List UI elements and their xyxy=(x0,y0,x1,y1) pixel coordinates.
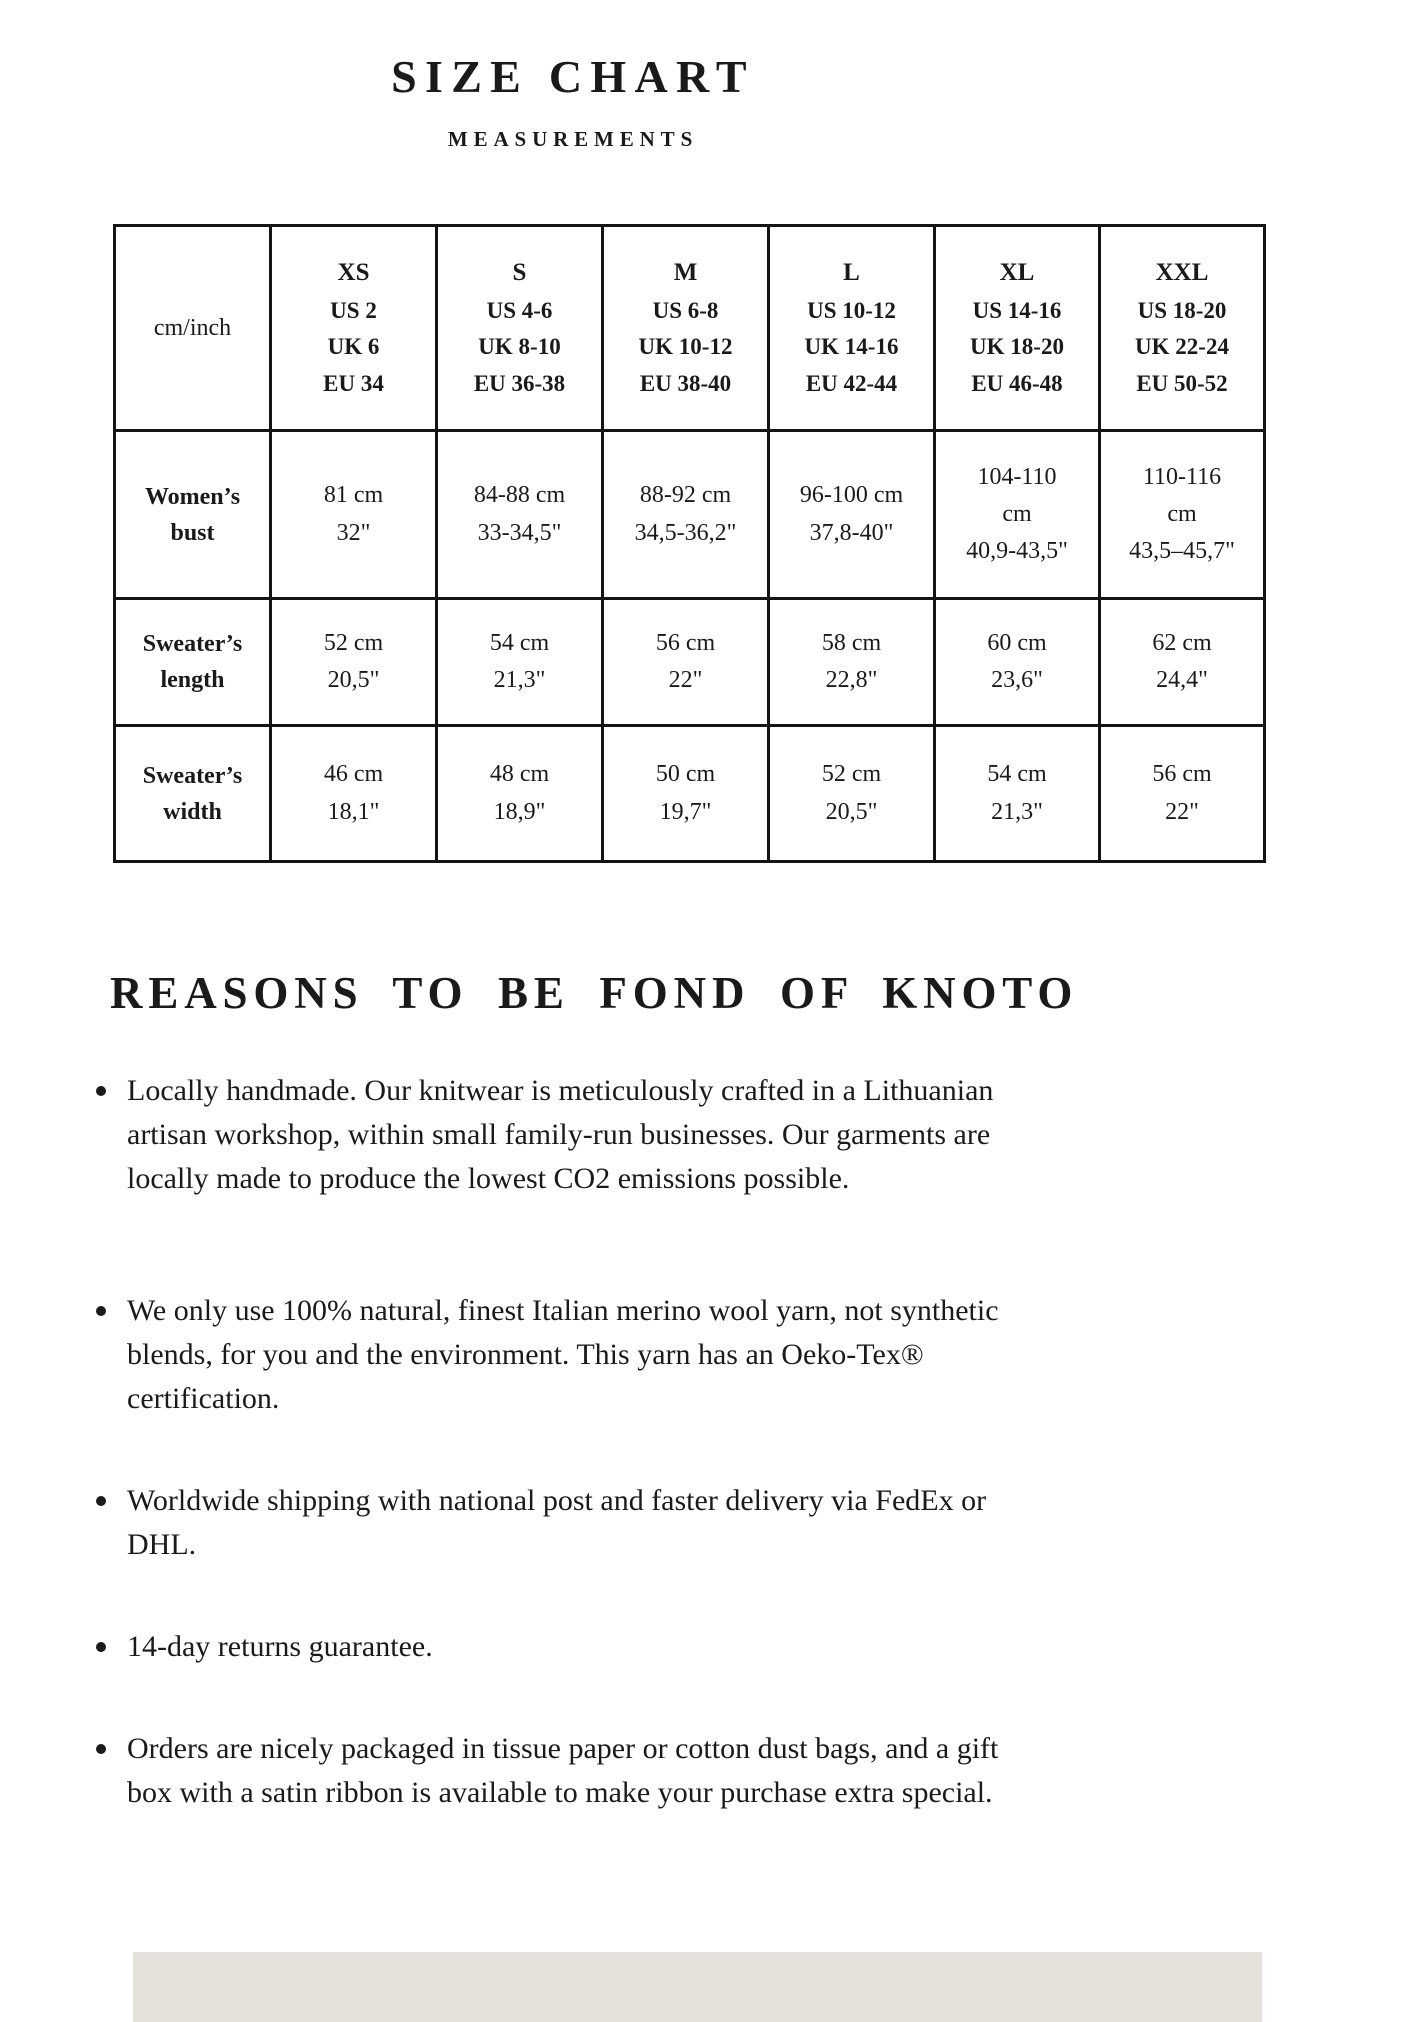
cell-line: 21,3" xyxy=(991,798,1043,825)
bullet-text: Locally handmade. Our knitwear is meticulously crafted in a Lithuanian artisan workshop, within small family-run businesses. Our garments are locally made to produce the lowest CO2 emissions possible. xyxy=(127,1074,994,1195)
size-eu: EU 36-38 xyxy=(473,370,566,396)
cell-line: 40,9-43,5" xyxy=(966,538,1068,565)
size-eu: EU 50-52 xyxy=(1136,370,1228,396)
cell-line: 52 cm xyxy=(323,629,384,656)
table-cell xyxy=(769,599,935,726)
cell-line: 37,8-40" xyxy=(809,519,894,546)
size-us: US 2 xyxy=(330,297,377,323)
size-eu: EU 38-40 xyxy=(639,370,732,396)
cell-line: 46 cm xyxy=(323,761,384,788)
size-us: US 18-20 xyxy=(1137,297,1227,323)
cell-line: 22" xyxy=(668,667,703,693)
cell-line: 62 cm xyxy=(1152,629,1212,656)
cell-line: 24,4" xyxy=(1156,667,1208,693)
size-column-xxl xyxy=(1100,226,1265,431)
size-eu: EU 46-48 xyxy=(971,370,1063,396)
cell-line: 96-100 cm xyxy=(799,482,904,509)
bullet-text: 14-day returns guarantee. xyxy=(127,1630,433,1663)
row-label-cell xyxy=(115,599,271,726)
reasons-heading: REASONS TO BE FOND OF KNOTO xyxy=(110,968,1079,1018)
size-eu: EU 42-44 xyxy=(805,370,898,396)
list-item xyxy=(96,1289,1036,1421)
size-column-l xyxy=(769,226,935,431)
cell-line: 21,3" xyxy=(493,667,546,693)
size-name: XL xyxy=(999,259,1035,287)
row-womens-bust xyxy=(115,431,1265,599)
cell-line: 18,1" xyxy=(327,798,380,825)
cell-line: 20,5" xyxy=(825,798,878,825)
title-block xyxy=(0,0,1146,152)
table-cell xyxy=(1100,431,1265,599)
cell-line: 54 cm xyxy=(987,761,1047,788)
cell-line: 20,5" xyxy=(327,667,380,693)
cell-line: 104-110 xyxy=(977,463,1057,490)
size-uk: UK 8-10 xyxy=(478,334,561,360)
size-column-xs xyxy=(271,226,437,431)
cell-line: 56 cm xyxy=(655,629,716,656)
list-item xyxy=(96,1727,1036,1815)
table-cell xyxy=(1100,599,1265,726)
row-label-cell xyxy=(115,431,271,599)
size-us: US 6-8 xyxy=(652,297,719,323)
cell-line: 18,9" xyxy=(493,798,546,825)
size-uk: UK 18-20 xyxy=(970,334,1064,360)
table-cell xyxy=(271,431,437,599)
cell-line: 32" xyxy=(336,519,371,546)
size-uk: UK 22-24 xyxy=(1135,334,1229,360)
table-cell xyxy=(437,599,603,726)
table-cell xyxy=(935,599,1100,726)
row-sweaters-width xyxy=(115,726,1265,862)
footer-decorative-bar xyxy=(133,1952,1262,2022)
size-column-m xyxy=(603,226,769,431)
table-cell xyxy=(769,431,935,599)
size-column-s xyxy=(437,226,603,431)
size-name: L xyxy=(843,259,860,287)
size-column-xl xyxy=(935,226,1100,431)
row-label-line: width xyxy=(163,798,222,825)
row-label-line: Sweater’s xyxy=(142,762,243,789)
row-label-line: Women’s xyxy=(144,483,241,510)
cell-line: 19,7" xyxy=(659,798,712,825)
table-cell xyxy=(935,431,1100,599)
cell-line: cm xyxy=(1167,500,1197,527)
cell-line: 54 cm xyxy=(489,629,550,656)
bullet-text: Orders are nicely packaged in tissue paper or cotton dust bags, and a gift box with a satin ribbon is available to make your purchase extra special. xyxy=(127,1732,999,1809)
page-title: SIZE CHART xyxy=(391,51,755,102)
cell-line: 48 cm xyxy=(489,761,550,788)
size-name: XXL xyxy=(1155,259,1209,287)
table-cell xyxy=(769,726,935,862)
table-cell xyxy=(271,599,437,726)
cell-line: 110-116 xyxy=(1142,463,1222,490)
table-cell xyxy=(1100,726,1265,862)
bullet-icon xyxy=(96,1496,106,1506)
row-label-line: bust xyxy=(170,519,215,546)
table-header-row xyxy=(115,226,1265,431)
cell-line: 22,8" xyxy=(825,667,878,693)
size-eu: EU 34 xyxy=(323,370,384,396)
list-item xyxy=(96,1625,1036,1669)
size-name: S xyxy=(512,259,527,287)
bullet-text: We only use 100% natural, finest Italian merino wool yarn, not synthetic blends, for you and the environment. This yarn has an Oeko-Tex® certification. xyxy=(127,1294,999,1415)
bullet-icon xyxy=(96,1642,106,1652)
bullet-icon xyxy=(96,1086,106,1096)
size-chart-table xyxy=(113,224,1266,863)
size-name: XS xyxy=(337,259,370,287)
page-subtitle: MEASUREMENTS xyxy=(447,127,699,151)
table-cell xyxy=(603,599,769,726)
table-cell xyxy=(935,726,1100,862)
cell-line: 22" xyxy=(1165,798,1199,825)
row-label-line: Sweater’s xyxy=(142,631,243,657)
table-cell xyxy=(437,726,603,862)
size-us: US 14-16 xyxy=(972,297,1062,323)
size-uk: UK 14-16 xyxy=(804,334,899,360)
cell-line: 33-34,5" xyxy=(477,519,562,546)
cell-line: 50 cm xyxy=(655,761,716,788)
row-label-line: length xyxy=(160,667,225,693)
size-us: US 4-6 xyxy=(486,297,553,323)
unit-label-cell: cm/inch xyxy=(115,226,271,431)
cell-line: 60 cm xyxy=(987,629,1047,656)
list-item xyxy=(96,1069,1036,1201)
cell-line: cm xyxy=(1002,500,1032,527)
cell-line: 81 cm xyxy=(323,482,384,509)
cell-line: 58 cm xyxy=(821,629,882,656)
cell-line: 43,5–45,7" xyxy=(1129,538,1235,565)
size-uk: UK 6 xyxy=(327,334,380,360)
cell-line: 34,5-36,2" xyxy=(634,519,737,546)
table-cell xyxy=(437,431,603,599)
size-us: US 10-12 xyxy=(807,297,896,323)
table-cell xyxy=(603,431,769,599)
cell-line: 52 cm xyxy=(821,761,882,788)
reasons-list xyxy=(96,1069,1036,1815)
size-name: M xyxy=(673,259,698,287)
cell-line: 56 cm xyxy=(1152,761,1212,788)
row-sweaters-length xyxy=(115,599,1265,726)
cell-line: 84-88 cm xyxy=(473,482,566,509)
list-item xyxy=(96,1479,1036,1567)
table-cell xyxy=(603,726,769,862)
table-cell xyxy=(271,726,437,862)
cell-line: 23,6" xyxy=(991,667,1043,693)
cell-line: 88-92 cm xyxy=(639,482,732,509)
row-label-cell xyxy=(115,726,271,862)
bullet-text: Worldwide shipping with national post and faster delivery via FedEx or DHL. xyxy=(127,1484,987,1561)
bullet-icon xyxy=(96,1306,106,1316)
size-uk: UK 10-12 xyxy=(638,334,733,360)
bullet-icon xyxy=(96,1744,106,1754)
